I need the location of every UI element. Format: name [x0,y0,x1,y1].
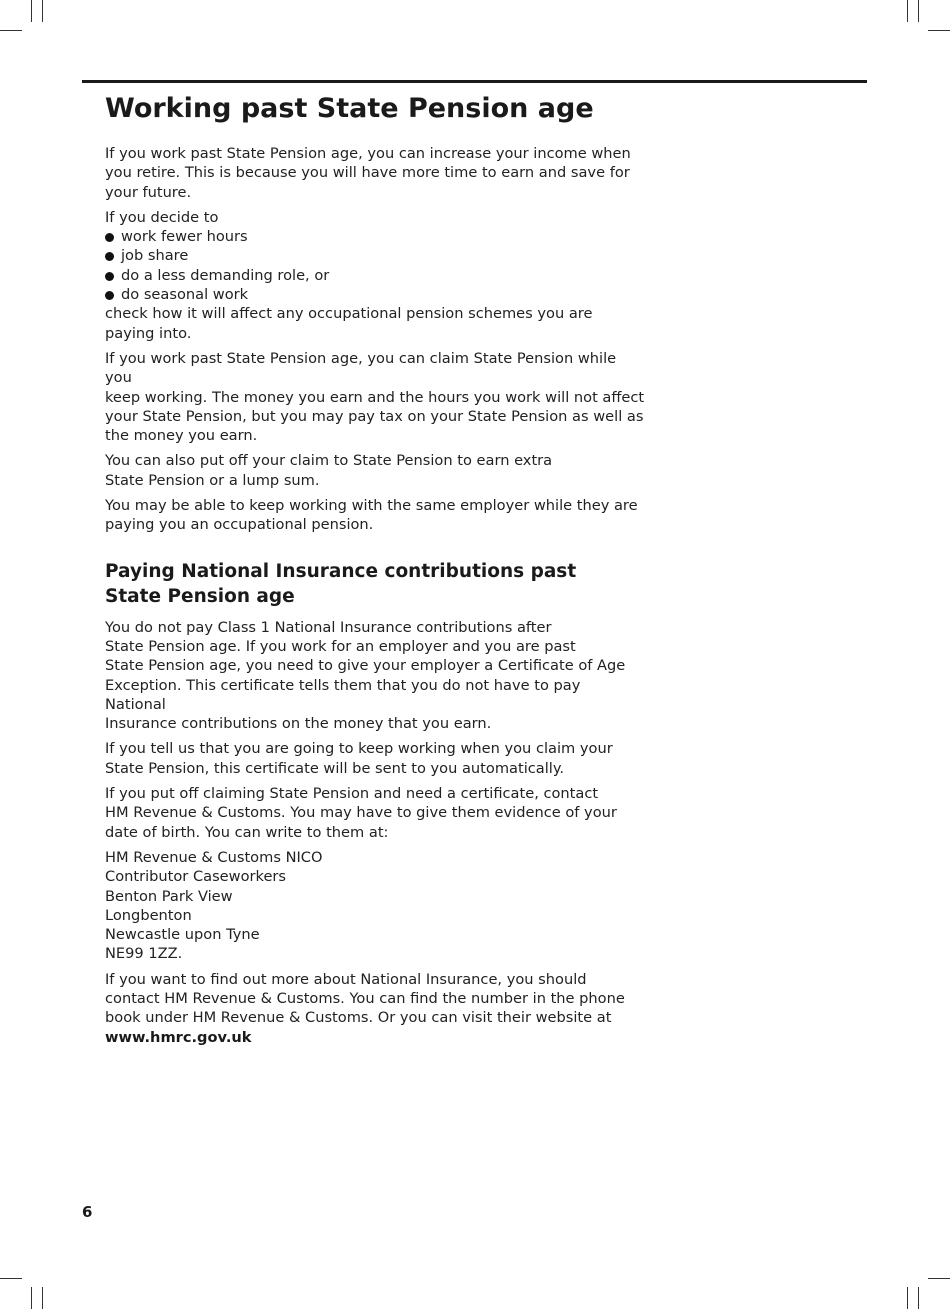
intro-paragraph: If you work past State Pension age, you can increase your income when you retire. This is because you will have more time to earn and save for your future. [105,145,631,201]
crop-mark [42,0,43,22]
bullet-icon [105,291,114,300]
certificate-auto-paragraph: If you tell us that you are going to keep working when you claim your State Pension, this certificate will be sent to you automatically. [105,740,613,777]
put-off-claim-paragraph: You can also put off your claim to State Pension to earn extra State Pension or a lump sum. [105,452,553,489]
claim-while-working-paragraph: If you work past State Pension age, you can claim State Pension while you keep working. The money you earn and the hours you work will not affect your State Pension, but you may pay tax on your State Pension as well as the money you earn. [105,349,645,445]
hmrc-website-link[interactable]: www.hmrc.gov.uk [105,1028,252,1046]
decide-lead: If you decide to [105,208,219,226]
crop-mark [0,1278,22,1279]
crop-mark [31,1287,32,1309]
crop-mark [31,0,32,22]
crop-mark [918,0,919,22]
page-number: 6 [82,1203,93,1221]
bullet-list [105,227,645,304]
find-out-more-paragraph: If you want to find out more about National Insurance, you should contact HM Revenue & Customs. You can find the number in the phone book under HM Revenue & Customs. Or you can visit their website at www.hmrc.gov.uk [105,970,625,1046]
top-rule [82,80,867,83]
page-title: Working past State Pension age [105,93,594,124]
decide-tail: check how it will affect any occupational pension schemes you are paying into. [105,305,593,342]
crop-mark [0,30,22,31]
postal-address: HM Revenue & Customs NICO Contributor Caseworkers Benton Park View Longbenton Newcastle upon Tyne NE99 1ZZ. [105,848,323,963]
crop-mark [42,1287,43,1309]
bullet-icon [105,233,114,242]
list-item: job share [105,246,645,265]
section-heading: Paying National Insurance contributions past State Pension age [105,560,577,607]
page-content [105,92,645,1047]
list-item: work fewer hours [105,227,645,246]
contact-hmrc-paragraph: If you put off claiming State Pension and need a certificate, contact HM Revenue & Customs. You may have to give them evidence of your date of birth. You can write to them at: [105,785,617,841]
crop-mark [928,30,950,31]
class1-paragraph: You do not pay Class 1 National Insurance contributions after State Pension age. If you work for an employer and you are past State Pension age, you need to give your employer a Certificate of Age Exception. This certificate tells them that you do not have to pay National Insurance contributions on the money that you earn. [105,618,626,733]
bullet-icon [105,272,114,281]
same-employer-paragraph: You may be able to keep working with the same employer while they are paying you an occupational pension. [105,497,638,534]
list-item: do a less demanding role, or [105,266,645,285]
list-item: do seasonal work [105,285,645,304]
bullet-icon [105,252,114,261]
crop-mark [907,0,908,22]
crop-mark [928,1278,950,1279]
crop-mark [907,1287,908,1309]
crop-mark [918,1287,919,1309]
